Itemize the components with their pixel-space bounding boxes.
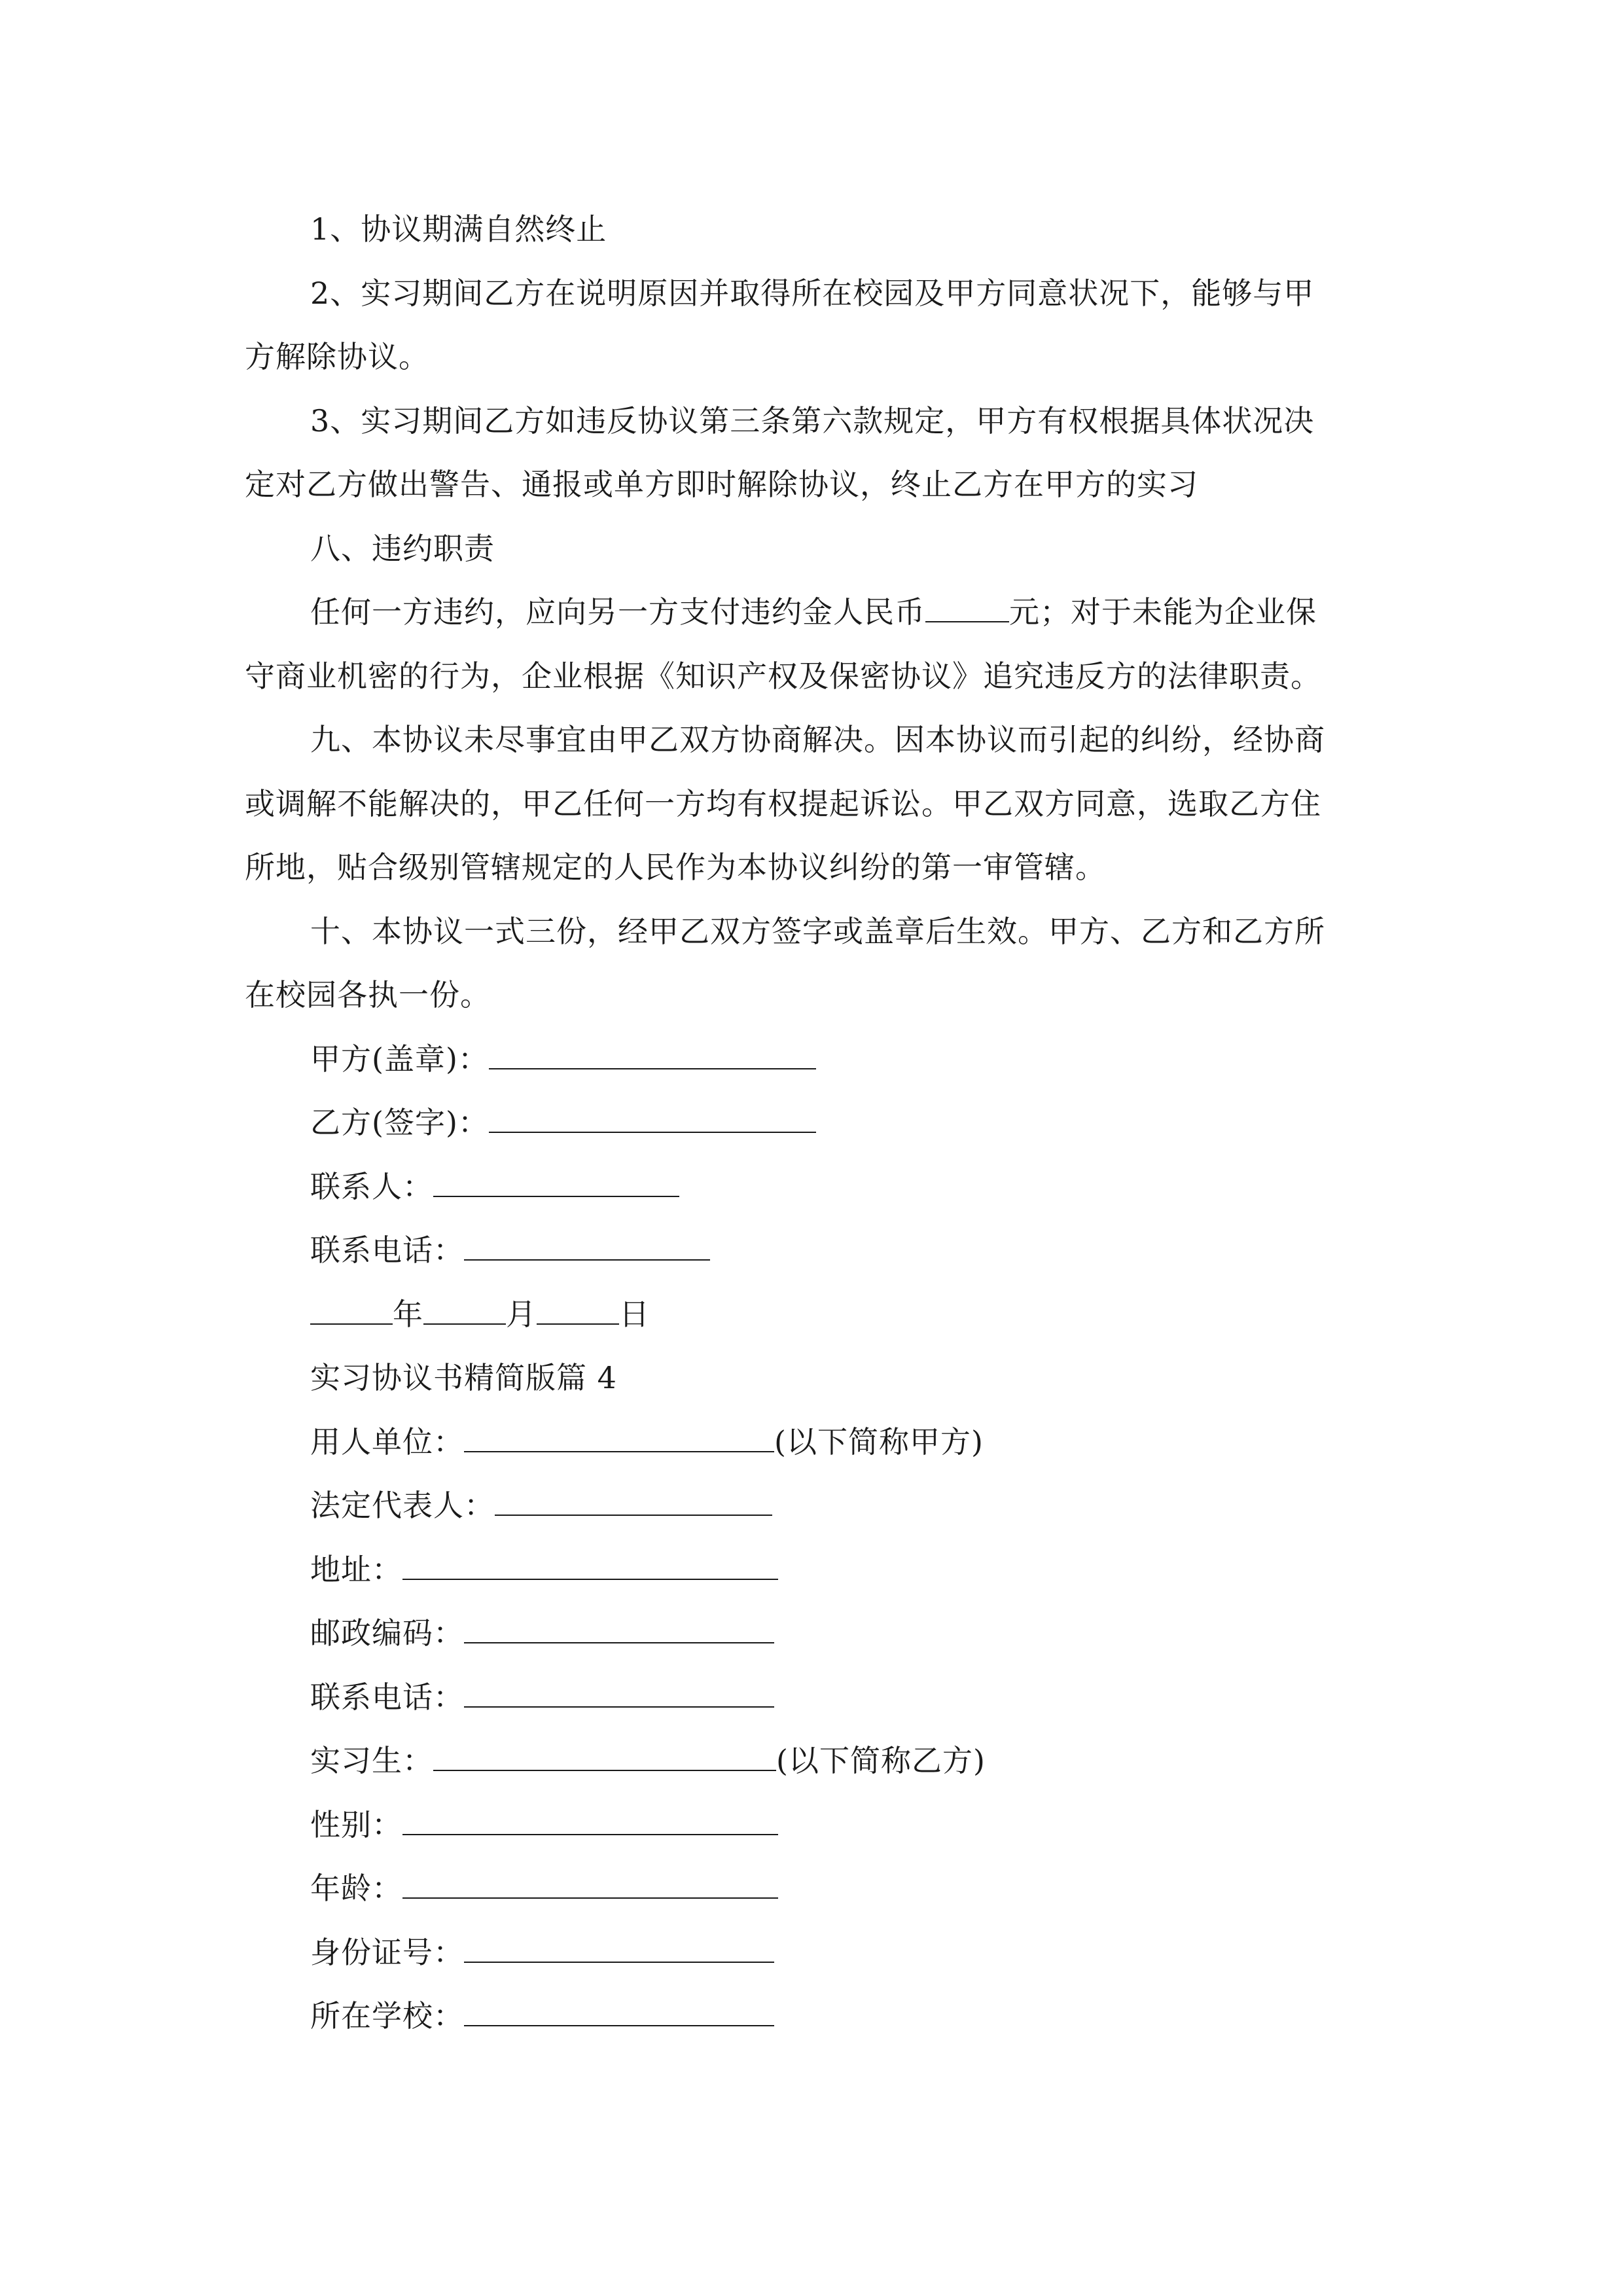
termination-item-3: 3、实习期间乙方如违反协议第三条第六款规定，甲方有权根据具体状况决: [310, 403, 1315, 439]
section-10-line-1: 十、本协议一式三份，经甲乙双方签字或盖章后生效。甲方、乙方和乙方所: [310, 914, 1325, 949]
contact-person-blank[interactable]: [433, 1168, 679, 1197]
termination-item-2-cont: 方解除协议。: [245, 339, 429, 374]
party-a-seal-blank[interactable]: [489, 1041, 816, 1069]
signing-date: 年 月 日: [310, 1295, 1383, 1334]
employer-phone-blank[interactable]: [464, 1679, 774, 1708]
employer-phone-field: 联系电话：: [310, 1677, 1383, 1717]
legal-rep-blank[interactable]: [495, 1487, 772, 1516]
employer-blank[interactable]: [464, 1424, 774, 1452]
intern-field: 实习生： (以下简称乙方): [310, 1743, 986, 1778]
penalty-amount-blank[interactable]: [925, 594, 1009, 622]
contact-person-field: 联系人：: [310, 1167, 1383, 1206]
school-blank[interactable]: [464, 1998, 774, 2026]
address-field: 地址：: [310, 1550, 1383, 1589]
agreement-4-title: 实习协议书精简版篇 4: [310, 1360, 617, 1395]
address-blank[interactable]: [402, 1551, 778, 1580]
termination-item-2: 2、实习期间乙方在说明原因并取得所在校园及甲方同意状况下，能够与甲: [310, 276, 1315, 311]
party-b-signature-blank[interactable]: [489, 1104, 816, 1133]
year-blank[interactable]: [310, 1296, 393, 1325]
section-8-heading: 八、违约职责: [310, 531, 495, 566]
postal-code-field: 邮政编码：: [310, 1613, 1383, 1653]
gender-blank[interactable]: [402, 1806, 778, 1835]
section-8-paragraph: 任何一方违约，应向另一方支付违约金人民币 元；对于未能为企业保: [310, 594, 1317, 630]
legal-rep-field: 法定代表人：: [310, 1486, 1383, 1525]
termination-item-3-cont: 定对乙方做出警告、通报或单方即时解除协议，终止乙方在甲方的实习: [245, 467, 1198, 502]
party-b-signature-field: 乙方(签字)：: [310, 1103, 1383, 1142]
day-blank[interactable]: [537, 1296, 619, 1325]
id-number-field: 身份证号：: [310, 1933, 1383, 1972]
section-9-line-1: 九、本协议未尽事宜由甲乙双方协商解决。因本协议而引起的纠纷，经协商: [310, 722, 1325, 757]
termination-item-1: 1、协议期满自然终止: [310, 211, 607, 247]
age-blank[interactable]: [402, 1870, 778, 1899]
school-field: 所在学校：: [310, 1996, 1383, 2036]
intern-blank[interactable]: [433, 1742, 776, 1771]
gender-field: 性别：: [310, 1805, 1383, 1844]
postal-code-blank[interactable]: [464, 1615, 774, 1643]
contact-phone-field: 联系电话：: [310, 1230, 1383, 1270]
contact-phone-blank[interactable]: [464, 1232, 710, 1261]
age-field: 年龄：: [310, 1869, 1383, 1908]
party-a-seal-field: 甲方(盖章)：: [310, 1039, 1383, 1079]
section-10-line-2: 在校园各执一份。: [245, 977, 491, 1013]
section-9-line-2: 或调解不能解决的，甲乙任何一方均有权提起诉讼。甲乙双方同意，选取乙方住: [245, 786, 1321, 821]
section-9-line-3: 所地，贴合级别管辖规定的人民作为本协议纠纷的第一审管辖。: [245, 850, 1106, 885]
section-8-paragraph-cont: 守商业机密的行为，企业根据《知识产权及保密协议》追究违反方的法律职责。: [245, 658, 1321, 694]
employer-field: 用人单位： (以下简称甲方): [310, 1424, 984, 1460]
month-blank[interactable]: [423, 1296, 506, 1325]
id-number-blank[interactable]: [464, 1934, 774, 1963]
